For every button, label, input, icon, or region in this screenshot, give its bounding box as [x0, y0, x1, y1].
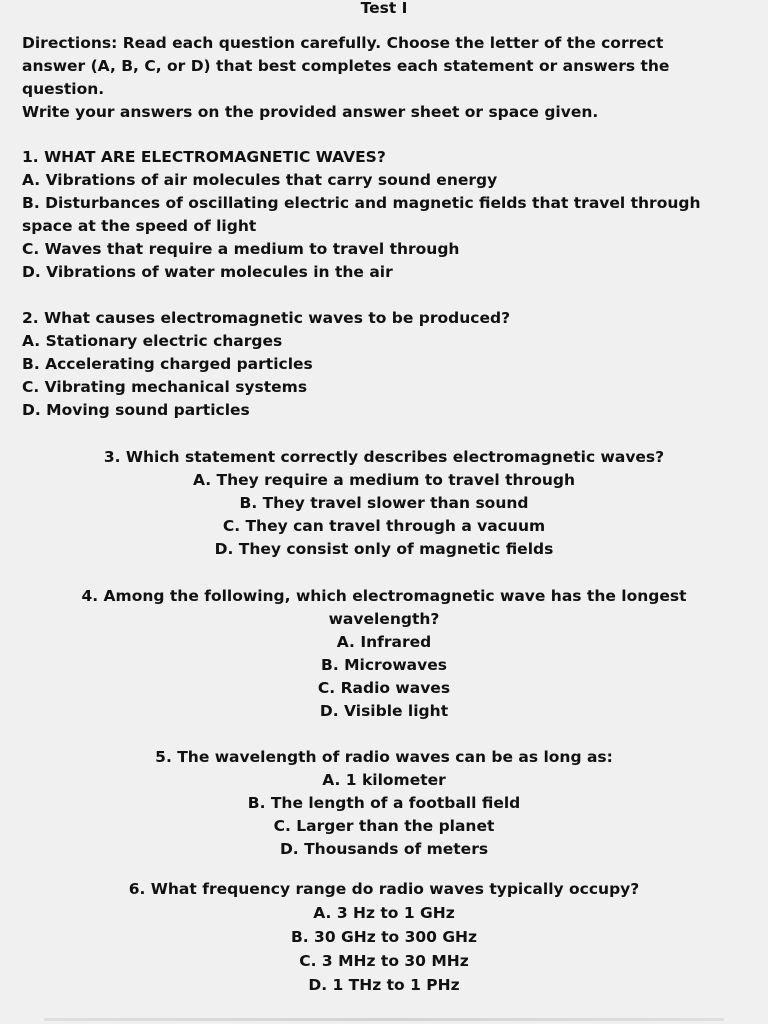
answer-option: B. Disturbances of oscillating electric and magnetic fields that travel through — [22, 194, 701, 212]
answer-option: A. 3 Hz to 1 GHz — [313, 904, 455, 922]
answer-option: D. Visible light — [319, 702, 449, 720]
answer-option: A. Infrared — [336, 633, 432, 651]
answer-option: B. 30 GHz to 300 GHz — [290, 928, 478, 946]
directions-line: Write your answers on the provided answer sheet or space given. — [22, 103, 599, 121]
question-4 — [40, 585, 728, 723]
directions-line: answer (A, B, C, or D) that best completes each statement or answers the — [22, 57, 670, 75]
question-text: 4. Among the following, which electromagnetic wave has the longest — [81, 587, 687, 605]
answer-option: D. Vibrations of water molecules in the air — [22, 263, 393, 281]
answer-option: A. They require a medium to travel through — [192, 471, 576, 489]
answer-option: A. Stationary electric charges — [22, 332, 283, 350]
answer-option: C. Waves that require a medium to travel through — [22, 240, 460, 258]
directions-line: question. — [22, 80, 105, 98]
question-text: 5. The wavelength of radio waves can be as long as: — [155, 748, 613, 766]
question-5 — [40, 746, 728, 861]
answer-option: B. Accelerating charged particles — [22, 355, 313, 373]
question-text: 1. WHAT ARE ELECTROMAGNETIC WAVES? — [22, 148, 386, 166]
page-title: Test I — [360, 0, 408, 17]
question-2 — [22, 307, 734, 422]
question-text: 6. What frequency range do radio waves typically occupy? — [128, 880, 640, 898]
answer-option: D. Moving sound particles — [22, 401, 250, 419]
answer-option: C. They can travel through a vacuum — [222, 517, 546, 535]
answer-option: B. Microwaves — [321, 656, 447, 674]
answer-option: A. 1 kilometer — [322, 771, 446, 789]
answer-option: D. Thousands of meters — [279, 840, 489, 858]
question-text: 2. What causes electromagnetic waves to be produced? — [22, 309, 511, 327]
answer-option: C. 3 MHz to 30 MHz — [299, 952, 469, 970]
answer-option-continuation: space at the speed of light — [22, 217, 257, 235]
question-6 — [40, 877, 728, 997]
question-text-continuation: wavelength? — [328, 610, 440, 628]
answer-option: B. They travel slower than sound — [239, 494, 529, 512]
answer-option: A. Vibrations of air molecules that carry sound energy — [22, 171, 498, 189]
directions-block — [22, 32, 734, 124]
question-text: 3. Which statement correctly describes electromagnetic waves? — [103, 448, 665, 466]
question-3 — [40, 446, 728, 561]
answer-option: C. Radio waves — [317, 679, 451, 697]
question-1 — [22, 146, 734, 284]
answer-option: C. Vibrating mechanical systems — [22, 378, 308, 396]
answer-option: D. They consist only of magnetic fields — [214, 540, 554, 558]
answer-option: B. The length of a football field — [247, 794, 521, 812]
directions-line: Directions: Read each question carefully. Choose the letter of the correct — [22, 34, 664, 52]
answer-option: D. 1 THz to 1 PHz — [308, 976, 460, 994]
answer-option: C. Larger than the planet — [273, 817, 495, 835]
cut-off-text-line — [44, 1018, 724, 1021]
